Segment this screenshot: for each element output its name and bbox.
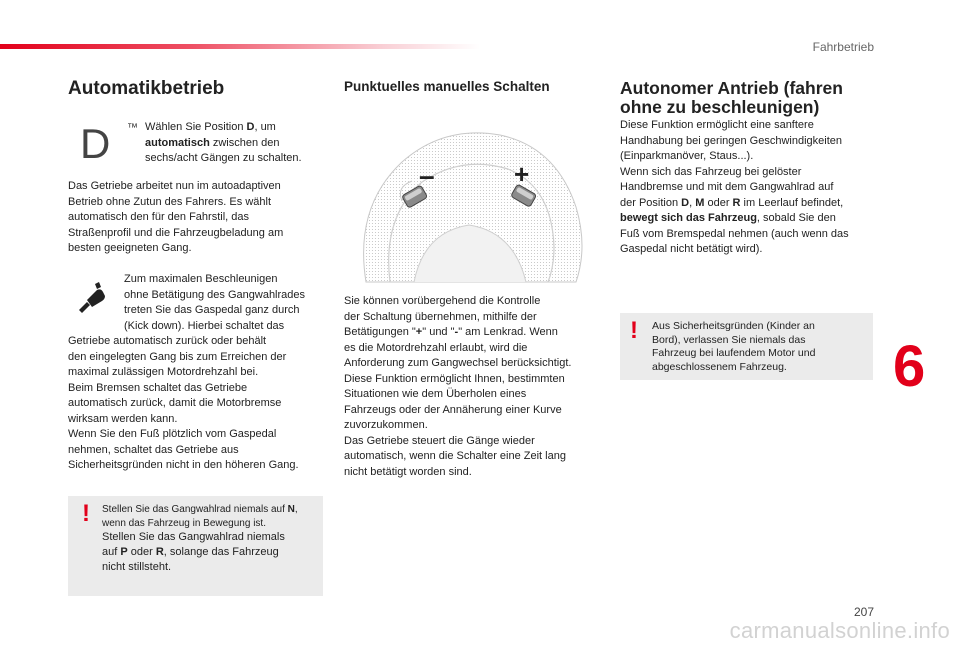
text-line: Wenn Sie den Fuß plötzlich vom Gaspedal (68, 428, 277, 440)
warning-text-safety (652, 320, 867, 374)
paddle-plus-label: + (514, 159, 530, 189)
paragraph-kickdown-continued (68, 334, 330, 474)
text-line: automatisch zurück, damit die Motorbremse (68, 397, 282, 409)
text-line: nicht betätigt worden sind. (344, 465, 472, 478)
text-line: Getriebe automatisch zurück oder behält (68, 335, 267, 347)
text-line: zuvorzukommen. (344, 419, 428, 431)
text-line: Wählen Sie Position D, um (145, 121, 276, 133)
warning-icon: ! (630, 317, 638, 344)
paragraph-kickdown (124, 272, 329, 334)
paragraph-autonomous-drive (620, 118, 880, 258)
text-line: es die Motordrehzahl erlaubt, wird die (344, 341, 528, 354)
text-line: maximal zulässigen Motordrehzahl bei. (68, 366, 259, 378)
text-line: Bord), verlassen Sie niemals das (652, 333, 806, 346)
text-line: Betätigungen "+" und "-" am Lenkrad. Wenn (344, 326, 558, 338)
section-title-autonomous-drive (620, 79, 890, 117)
title-line: Autonomer Antrieb (fahren (620, 78, 843, 98)
bullet-text (145, 120, 325, 167)
text-line: Betrieb ohne Zutun des Fahrers. Es wählt (68, 195, 271, 208)
text-line: Fahrzeugs oder der Annäherung einer Kurve (344, 403, 562, 416)
paragraph-autoadaptive (68, 179, 328, 257)
text-line: (Kick down). Hierbei schaltet das (124, 319, 285, 332)
text-line: Wenn sich das Fahrzeug bei gelöster (620, 165, 802, 178)
text-line: Gaspedal nicht betätigt wird). (620, 243, 763, 255)
text-line: Fuß vom Bremspedal nehmen (auch wenn das (620, 227, 849, 240)
text-line: bewegt sich das Fahrzeug, sobald Sie den (620, 212, 836, 224)
text-line: Beim Bremsen schaltet das Getriebe (68, 381, 248, 394)
kick-down-pedal-icon (75, 280, 109, 314)
text-line: ohne Betätigung des Gangwahlrades (124, 288, 306, 301)
text-line: Handhabung bei geringen Geschwindigkeiten (620, 134, 842, 147)
text-line: Das Getriebe arbeitet nun im autoadaptiven (68, 180, 281, 192)
text-line: wirksam werden kann. (68, 412, 178, 425)
text-line: Situationen wie dem Überholen eines (344, 388, 527, 400)
text-line: auf P oder R, solange das Fahrzeug (102, 546, 279, 558)
page-number: 207 (853, 605, 874, 619)
text-line: Das Getriebe steuert die Gänge wieder (344, 434, 535, 447)
text-line: abgeschlossenem Fahrzeug. (652, 360, 787, 373)
text-line: der Schaltung übernehmen, mithilfe der (344, 310, 537, 323)
text-line: treten Sie das Gaspedal ganz durch (124, 304, 300, 316)
title-line: ohne zu beschleunigen) (620, 97, 820, 117)
text-line: Handbremse und mit dem Gangwahlrad auf (620, 181, 834, 193)
gear-d-symbol: D (80, 120, 111, 167)
bullet-symbol: ™ (127, 122, 138, 134)
warning-text-gear-selector (102, 503, 320, 575)
text-line: automatisch zwischen den (145, 136, 280, 149)
text-line: Sicherheitsgründen nicht in den höheren Gang. (68, 459, 299, 471)
text-line: Diese Funktion ermöglicht Ihnen, bestimmten (344, 372, 565, 385)
text-line: der Position D, M oder R im Leerlauf befindet, (620, 196, 844, 209)
text-line: Diese Funktion ermöglicht eine sanftere (620, 119, 814, 131)
text-line: (Einparkmanöver, Staus...). (620, 150, 754, 162)
chapter-title: Fahrbetrieb (812, 40, 874, 54)
text-line: wenn das Fahrzeug in Bewegung ist. (102, 517, 266, 529)
text-line: Zum maximalen Beschleunigen (124, 273, 278, 285)
text-line: nicht stillsteht. (102, 561, 172, 573)
text-line: Straßenprofil und die Fahrzeugbeladung am (68, 226, 284, 239)
watermark: carmanualsonline.info (729, 618, 950, 643)
chapter-color-bar (0, 44, 480, 49)
text-line: Stellen Sie das Gangwahlrad niemals (102, 531, 285, 543)
section-title-manual-shift: Punktuelles manuelles Schalten (344, 79, 550, 94)
text-line: Sie können vorübergehend die Kontrolle (344, 295, 541, 307)
paragraph-manual-shift (344, 294, 606, 480)
warning-icon: ! (82, 500, 90, 527)
text-line: Anforderung zum Gangwechsel berücksichtigt. (344, 357, 572, 369)
text-line: automatisch, wenn die Schalter eine Zeit lang (344, 450, 566, 462)
text-line: Aus Sicherheitsgründen (Kinder an (652, 320, 815, 332)
text-line: Fahrzeug bei laufendem Motor und (652, 347, 816, 359)
text-line: sechs/acht Gängen zu schalten. (145, 152, 302, 164)
paddle-minus-label: – (419, 160, 435, 191)
bullet-marker (127, 122, 138, 134)
text-line: Stellen Sie das Gangwahlrad niemals auf N, (102, 504, 298, 515)
text-line: nehmen, schaltet das Getriebe aus (68, 443, 239, 456)
text-line: den eingelegten Gang bis zum Erreichen der (68, 350, 287, 363)
steering-wheel-illustration (344, 117, 594, 285)
section-title-automatikbetrieb: Automatikbetrieb (68, 78, 225, 99)
text-line: automatisch den für den Fahrstil, das (68, 211, 249, 223)
chapter-number: 6 (893, 334, 926, 399)
text-line: besten geeigneten Gang. (68, 242, 192, 254)
